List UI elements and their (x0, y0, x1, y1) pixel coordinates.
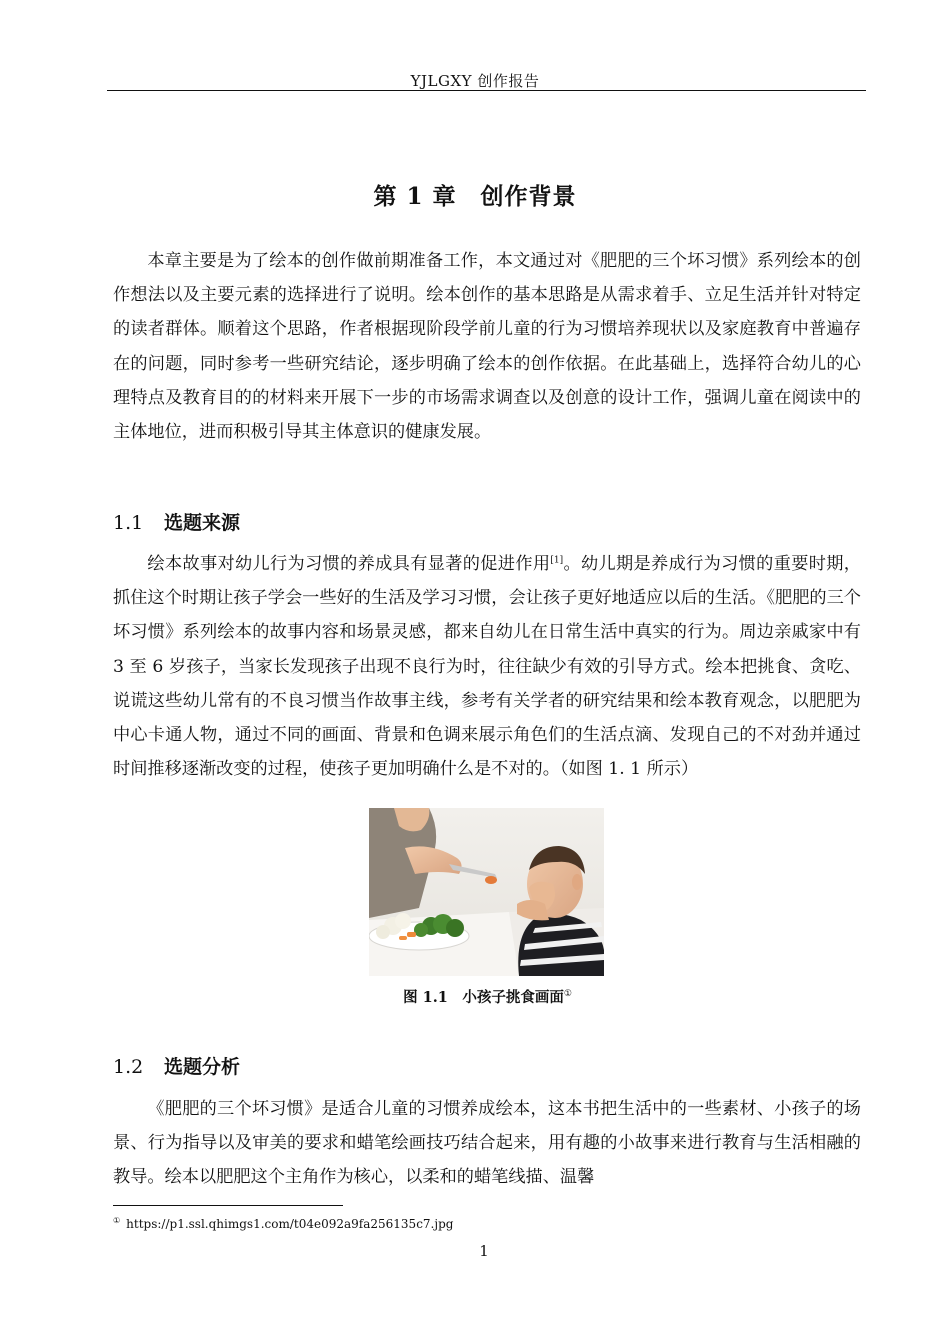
footnote-mark: ① (113, 1216, 121, 1225)
figure-caption (0, 986, 950, 1007)
paragraph-text: 绘本故事对幼儿行为习惯的养成具有显著的促进作用 (147, 554, 551, 574)
figure-picky-eater-photo (369, 808, 604, 976)
figure-caption-text: 图 1.1 小孩子挑食画面 (403, 989, 564, 1006)
section-1-2-heading (113, 1052, 240, 1079)
page-number: 1 (479, 1242, 489, 1260)
section-1-2-paragraph: 《肥肥的三个坏习惯》是适合儿童的习惯养成绘本，这本书把生活中的一些素材、小孩子的场景、行为指导以及审美的要求和蜡笔绘画技巧结合起来，用有趣的小故事来进行教育与生活相融的教导。绘本以肥肥这个主角作为核心，以柔和的蜡笔线描、温馨 (113, 1099, 861, 1188)
section-1-1-heading (113, 508, 240, 535)
section-number: 1.2 (113, 1056, 144, 1078)
header-rule (107, 90, 866, 91)
footnote (113, 1216, 453, 1231)
section-1-1-paragraph (113, 547, 861, 786)
citation-ref[interactable]: [1] (550, 555, 564, 566)
section-number: 1.1 (113, 512, 144, 534)
paragraph-text: 。幼儿期是养成行为习惯的重要时期，抓住这个时期让孩子学会一些好的生活及学习习惯，会让孩子更好地适应以后的生活。《肥肥的三个坏习惯》系列绘本的故事内容和场景灵感，都来自幼儿在日常生活中真实的行为。周边亲戚家中有 3 至 6 岁孩子，当家长发现孩子出现不良行为时，往往缺少有效的引导方式。绘本把挑食、贪吃、说谎这些幼儿常有的不良习惯当作故事主线，参考有关学者的研究结果和绘本教育观念，以肥肥为中心卡通人物，通过不同的画面、背景和色调来展示角色们的生活点滴、发现自己的不对劲并通过时间推移逐渐改变的过程，使孩子更加明确什么是不对的。（如图 1. 1 所示） (113, 554, 861, 780)
footnote-rule (113, 1205, 343, 1206)
footnote-mark[interactable]: ① (563, 989, 572, 1000)
section-title: 选题分析 (164, 1056, 241, 1078)
intro-paragraph: 本章主要是为了绘本的创作做前期准备工作，本文通过对《肥肥的三个坏习惯》系列绘本的创作想法以及主要元素的选择进行了说明。绘本创作的基本思路是从需求着手、立足生活并针对特定的读者群体。顺着这个思路，作者根据现阶段学前儿童的行为习惯培养现状以及家庭教育中普遍存在的问题，同时参考一些研究结论，逐步明确了绘本的创作依据。在此基础上，选择符合幼儿的心理特点及教育目的的材料来开展下一步的市场需求调查以及创意的设计工作，强调儿童在阅读中的主体地位，进而积极引导其主体意识的健康发展。 (113, 251, 861, 443)
section-title: 选题来源 (164, 512, 241, 534)
footnote-url[interactable]: https://p1.ssl.qhimgs1.com/t04e092a9fa256135c7.jpg (126, 1217, 454, 1231)
chapter-title: 第 1 章 创作背景 (373, 183, 577, 210)
running-header: YJLGXY 创作报告 (410, 72, 540, 90)
